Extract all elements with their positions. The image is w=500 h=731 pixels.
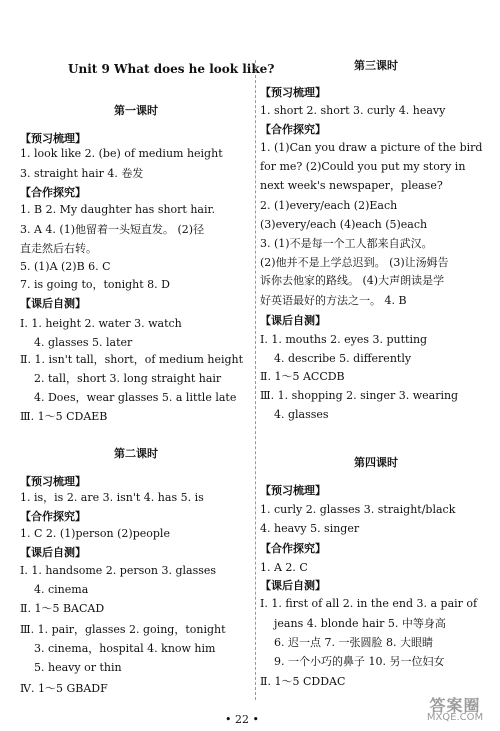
lesson4-title: 第四课时 (354, 456, 398, 469)
answer-line: (3)every/each (4)each (5)each (260, 218, 428, 231)
answer-line: 直走然后右转。 (20, 242, 97, 255)
lesson1-explore-header: 【合作探究】 (20, 186, 86, 199)
answer-line: 7. is going to，tonight 8. D (20, 278, 170, 291)
answer-line: 1. short 2. short 3. curly 4. heavy (260, 104, 446, 117)
answer-line: 4. glasses (274, 408, 329, 421)
answer-line: 好英语最好的方法之一。 4. B (260, 294, 407, 307)
lesson1-title: 第一课时 (114, 104, 158, 117)
lesson3-title: 第三课时 (354, 59, 398, 72)
answer-line: 3. straight hair 4. 卷发 (20, 167, 144, 180)
answer-line: Ⅲ. 1～5 CDAEB (20, 410, 108, 423)
lesson4-preview-header: 【预习梳理】 (260, 484, 326, 497)
lesson1-preview-header: 【预习梳理】 (20, 132, 86, 145)
answer-line: 2. tall，short 3. long straight hair (34, 372, 222, 385)
answer-line: 3. (1)不是每一个工人都来自武汉。 (260, 237, 433, 250)
lesson4-explore-header: 【合作探究】 (260, 542, 326, 555)
answer-line: Ⅱ. 1～5 ACCDB (260, 370, 345, 383)
answer-line: 1. (1)Can you draw a picture of the bird (260, 141, 483, 154)
answer-line: Ⅱ. 1～5 BACAD (20, 602, 105, 615)
watermark-logo (420, 696, 490, 726)
lesson3-explore-header: 【合作探究】 (260, 123, 326, 136)
lesson4-selftest-header: 【课后自测】 (260, 579, 326, 592)
page-number: • 22 • (225, 713, 259, 726)
lesson2-preview-header: 【预习梳理】 (20, 475, 86, 488)
answer-line: 3. A 4. (1)他留着一头短直发。 (2)径 (20, 223, 205, 236)
answer-line: 1. look like 2. (be) of medium height (20, 147, 223, 160)
answer-line: Ⅰ. 1. first of all 2. in the end 3. a pair of (260, 597, 478, 610)
answer-line: 3. cinema，hospital 4. know him (34, 642, 216, 655)
answer-line: 1. is，is 2. are 3. isn't 4. has 5. is (20, 491, 204, 504)
answer-line: Ⅱ. 1～5 CDDAC (260, 675, 346, 688)
answer-line: 1. C 2. (1)person (2)people (20, 527, 170, 540)
lesson2-selftest-header: 【课后自测】 (20, 546, 86, 559)
answer-line: 4. glasses 5. later (34, 336, 133, 349)
column-divider (255, 60, 256, 700)
answer-line: for me? (2)Could you put my story in (260, 160, 466, 173)
answer-line: 4. Does，wear glasses 5. a little late (34, 391, 237, 404)
answer-line: 4. describe 5. differently (274, 352, 412, 365)
answer-line: Ⅰ. 1. height 2. water 3. watch (20, 317, 182, 330)
unit-title: Unit 9 What does he look like? (68, 62, 275, 76)
answer-line: 4. heavy 5. singer (260, 522, 360, 535)
answer-line: Ⅲ. 1. pair，glasses 2. going，tonight (20, 623, 226, 636)
answer-line: 5. (1)A (2)B 6. C (20, 260, 111, 273)
answer-line: (2)他并不是上学总迟到。 (3)让汤姆告 (260, 256, 449, 269)
answer-line: Ⅰ. 1. mouths 2. eyes 3. putting (260, 333, 428, 346)
answer-line: 9. 一个小巧的鼻子 10. 另一位妇女 (274, 655, 445, 668)
answer-line: next week's newspaper，please? (260, 179, 443, 192)
watermark-top: 答案圈 (429, 696, 481, 715)
lesson2-explore-header: 【合作探究】 (20, 510, 86, 523)
answer-line: 4. cinema (34, 583, 89, 596)
watermark-bottom: MXQE.COM (426, 712, 484, 723)
answer-line: 5. heavy or thin (34, 661, 122, 674)
answer-line: Ⅰ. 1. handsome 2. person 3. glasses (20, 564, 217, 577)
answer-line: Ⅲ. 1. shopping 2. singer 3. wearing (260, 389, 459, 402)
answer-line: 1. curly 2. glasses 3. straight/black (260, 503, 456, 516)
answer-line: Ⅱ. 1. isn't tall，short，of medium height (20, 353, 244, 366)
answer-line: 1. B 2. My daughter has short hair. (20, 203, 216, 216)
lesson2-title: 第二课时 (114, 447, 158, 460)
answer-line: 2. (1)every/each (2)Each (260, 199, 398, 212)
answer-line: jeans 4. blonde hair 5. 中等身高 (274, 617, 446, 630)
answer-line: 诉你去他家的路线。 (4)大声朗读是学 (260, 274, 445, 287)
answer-line: 1. A 2. C (260, 561, 308, 574)
answer-line: 6. 迟一点 7. 一张圆脸 8. 大眼睛 (274, 636, 433, 649)
lesson3-selftest-header: 【课后自测】 (260, 314, 326, 327)
lesson1-selftest-header: 【课后自测】 (20, 297, 86, 310)
lesson3-preview-header: 【预习梳理】 (260, 86, 326, 99)
answer-line: Ⅳ. 1～5 GBADF (20, 682, 108, 695)
